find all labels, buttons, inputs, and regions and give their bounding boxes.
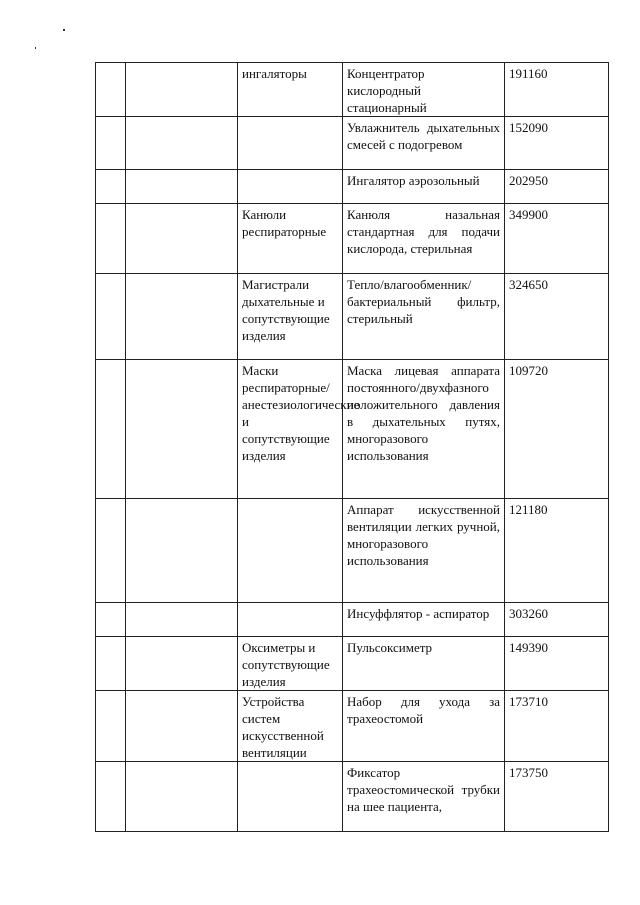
cell-item: Концентратор кислородный стационарный	[343, 63, 505, 117]
cell-group	[238, 170, 343, 204]
cell-group: Магистрали дыхательные и сопутствующие изделия	[238, 274, 343, 360]
cell-group	[238, 117, 343, 170]
cell-num	[96, 117, 126, 170]
cell-blank	[126, 762, 238, 832]
device-table	[95, 62, 609, 832]
cell-group: Канюли респираторные	[238, 204, 343, 274]
cell-code: 152090	[505, 117, 609, 170]
cell-item: Ингалятор аэрозольный	[343, 170, 505, 204]
cell-item: Аппарат искусственной вентиляции легких ручной, многоразового использования	[343, 499, 505, 603]
cell-num	[96, 499, 126, 603]
cell-blank	[126, 360, 238, 499]
cell-group	[238, 762, 343, 832]
cell-item: Пульсоксиметр	[343, 637, 505, 691]
cell-group	[238, 499, 343, 603]
cell-group: Устройства систем искусственной вентиляции	[238, 691, 343, 762]
table-row	[96, 691, 609, 762]
cell-blank	[126, 603, 238, 637]
cell-blank	[126, 499, 238, 603]
cell-blank	[126, 170, 238, 204]
table-row	[96, 274, 609, 360]
cell-group: ингаляторы	[238, 63, 343, 117]
cell-group	[238, 603, 343, 637]
cell-num	[96, 63, 126, 117]
cell-num	[96, 691, 126, 762]
table-row	[96, 360, 609, 499]
cell-item: Инсуффлятор - аспиратор	[343, 603, 505, 637]
table-row	[96, 170, 609, 204]
table-row	[96, 762, 609, 832]
cell-item: Тепло/влагообменник/ бактериальный фильтр, стерильный	[343, 274, 505, 360]
cell-num	[96, 360, 126, 499]
cell-code: 173750	[505, 762, 609, 832]
cell-num	[96, 762, 126, 832]
cell-code: 149390	[505, 637, 609, 691]
table-row	[96, 204, 609, 274]
cell-code: 303260	[505, 603, 609, 637]
cell-group: Маски респираторные/анестезиологические и сопутствующие изделия	[238, 360, 343, 499]
cell-code: 121180	[505, 499, 609, 603]
cell-num	[96, 204, 126, 274]
cell-num	[96, 274, 126, 360]
cell-blank	[126, 63, 238, 117]
cell-code: 191160	[505, 63, 609, 117]
cell-item: Канюля назальная стандартная для подачи кислорода, стерильная	[343, 204, 505, 274]
cell-code: 173710	[505, 691, 609, 762]
cell-item: Увлажнитель дыхательных смесей с подогревом	[343, 117, 505, 170]
cell-blank	[126, 204, 238, 274]
cell-code: 202950	[505, 170, 609, 204]
cell-blank	[126, 691, 238, 762]
cell-num	[96, 603, 126, 637]
cell-item: Набор для ухода за трахеостомой	[343, 691, 505, 762]
cell-code: 109720	[505, 360, 609, 499]
cell-item: Маска лицевая аппарата постоянного/двухфазного положительного давления в дыхательных путях, многоразового использования	[343, 360, 505, 499]
cell-group: Оксиметры и сопутствующие изделия	[238, 637, 343, 691]
table-row	[96, 63, 609, 117]
cell-blank	[126, 274, 238, 360]
cell-num	[96, 170, 126, 204]
cell-item: Фиксатор трахеостомической трубки на шее пациента,	[343, 762, 505, 832]
cell-code: 324650	[505, 274, 609, 360]
table-row	[96, 117, 609, 170]
scan-speck	[63, 29, 65, 31]
cell-num	[96, 637, 126, 691]
cell-blank	[126, 117, 238, 170]
scan-speck	[35, 47, 36, 49]
table-row	[96, 603, 609, 637]
table-row	[96, 499, 609, 603]
cell-code: 349900	[505, 204, 609, 274]
cell-blank	[126, 637, 238, 691]
table-row	[96, 637, 609, 691]
